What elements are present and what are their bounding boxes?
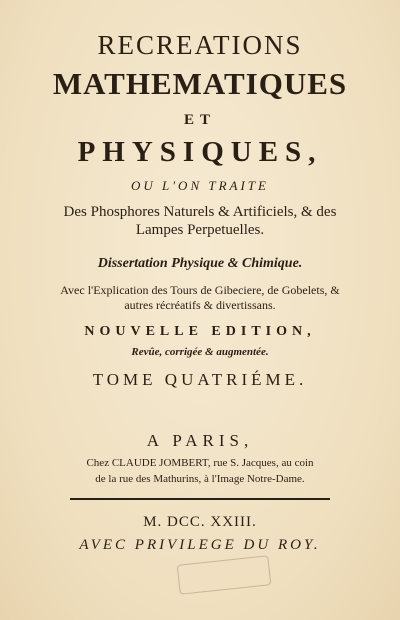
divider-rule xyxy=(70,498,330,500)
dissertation-line: Dissertation Physique & Chimique. xyxy=(97,256,303,271)
description-line-1: Des Phosphores Naturels & Artificiels, & des xyxy=(63,204,337,220)
explanation-line-1: Avec l'Explication des Tours de Gibeciere, de Gobelets, & xyxy=(60,283,340,297)
title-recreations: RECREATIONS xyxy=(97,30,303,60)
explanation-line-2: autres récréatifs & divertissans. xyxy=(124,298,276,312)
privilege-line: AVEC PRIVILEGE DU ROY. xyxy=(79,537,321,553)
edition-line: NOUVELLE EDITION, xyxy=(84,324,316,339)
title-physiques: PHYSIQUES, xyxy=(77,136,323,168)
subtitle: OU L'ON TRAITE xyxy=(131,178,269,193)
volume-line: TOME QUATRIÉME. xyxy=(92,370,308,389)
imprint-city: A PARIS, xyxy=(146,431,254,450)
publisher-line-1: Chez CLAUDE JOMBERT, rue S. Jacques, au coin xyxy=(86,457,314,469)
title-et: ET xyxy=(183,112,216,128)
imprint-year: M. DCC. XXIII. xyxy=(143,514,257,530)
library-stamp xyxy=(177,555,272,594)
publisher-line-2: de la rue des Mathurins, à l'Image Notre-Dame. xyxy=(95,473,305,485)
edition-note: Revûe, corrigée & augmentée. xyxy=(131,346,269,358)
description-line-2: Lampes Perpetuelles. xyxy=(135,222,265,238)
title-mathematiques: MATHEMATIQUES xyxy=(52,66,348,101)
